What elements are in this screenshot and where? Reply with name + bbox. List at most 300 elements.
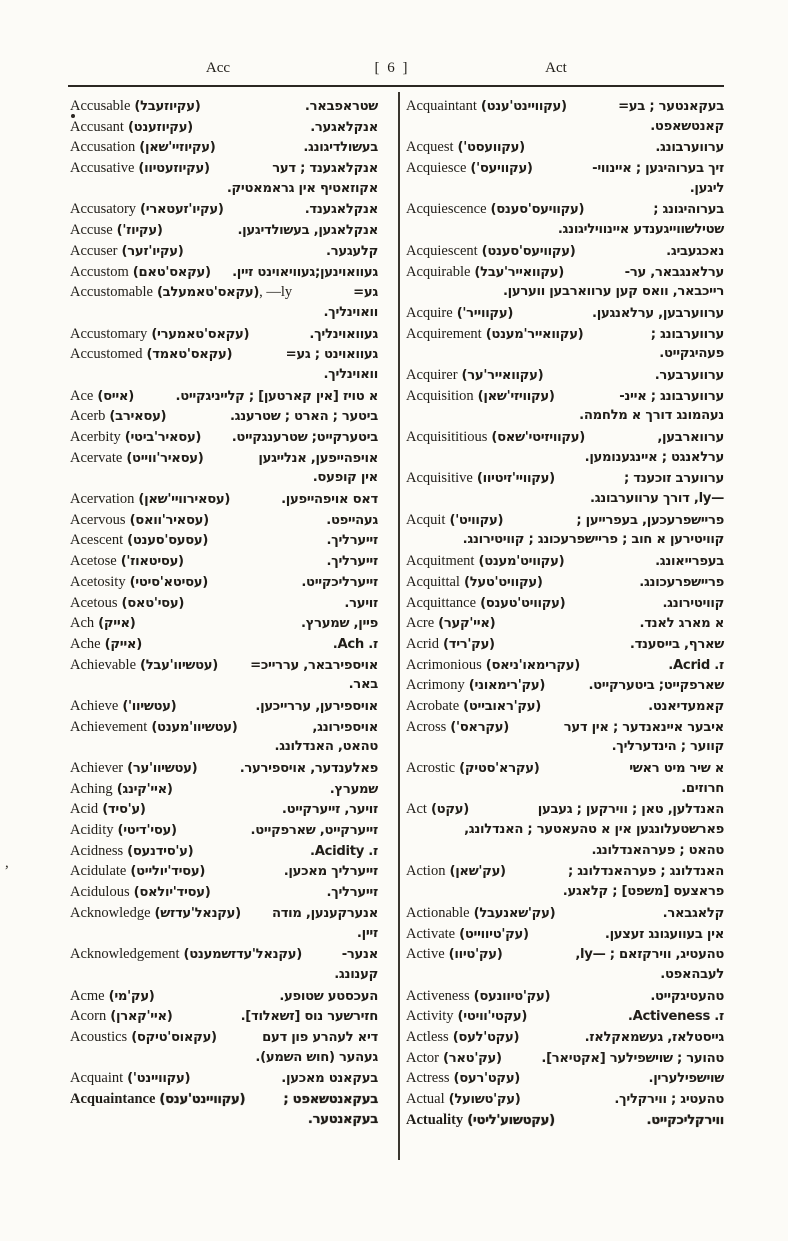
- pronunciation: (איי'קער): [438, 616, 496, 632]
- headword-english: Across: [406, 718, 447, 735]
- pronunciation: (עסי'דיטי): [117, 823, 177, 839]
- dictionary-entry: [406, 986, 724, 1007]
- headword-english: Acervation: [70, 491, 135, 508]
- headword-english: Acetosity: [70, 573, 126, 590]
- definition-yiddish: האנדלונג ; פערהאנדלונג ;: [567, 864, 724, 880]
- definition-yiddish: ז. Ach.: [332, 636, 378, 652]
- dictionary-entry: [70, 489, 378, 510]
- dictionary-entry: [406, 696, 724, 717]
- pronunciation: (עק'רימאוני): [468, 678, 546, 694]
- pronunciation: (עקוויינט'ענס): [159, 1092, 246, 1107]
- headword-english: Achievement: [70, 718, 148, 735]
- definition-continuation: קווער ; הינדערליך.: [611, 739, 724, 755]
- dictionary-entry: [406, 96, 724, 137]
- definition-continuation: בעקאנטער.: [307, 1111, 378, 1127]
- definition-yiddish: דאס אויפהייפען.: [281, 492, 378, 508]
- entry-first-line: [70, 96, 378, 117]
- headword-english: Action: [406, 863, 446, 880]
- headword-group: [70, 613, 136, 635]
- headword-english: Achieve: [70, 697, 119, 714]
- pronunciation: (עסיד'יולייט): [130, 864, 206, 880]
- dictionary-entry: [406, 510, 724, 551]
- definition-yiddish: זיך בערוהיגען ; איינווי-: [592, 161, 724, 177]
- headword-group: [406, 634, 495, 656]
- dictionary-entry: [406, 944, 724, 985]
- definition-yiddish: בעקאנט מאכען.: [281, 1071, 378, 1087]
- pronunciation: (עקיוז'): [116, 223, 163, 239]
- dictionary-entry: [406, 1089, 724, 1110]
- headword-group: [406, 861, 506, 883]
- definition-continuation: קאנטשאפט.: [650, 118, 724, 134]
- pronunciation: (עקט'לעס): [452, 1029, 520, 1045]
- headword-english: Acid: [70, 801, 99, 818]
- headword-english: Acquittal: [406, 573, 460, 590]
- headword-group: [70, 117, 193, 139]
- pronunciation: (עקט'רעס): [453, 1071, 521, 1087]
- headword-group: [406, 758, 539, 780]
- pronunciation: (עקאס'טאם): [132, 264, 211, 280]
- pronunciation: (עסיטא'סיטי): [129, 574, 208, 590]
- definition-yiddish: אנער-: [341, 947, 378, 963]
- headword-group: [70, 1006, 173, 1028]
- definition-yiddish: פריישפרעכונג.: [639, 574, 724, 590]
- definition-yiddish: נאכגעביג.: [666, 243, 724, 259]
- definition-yiddish: ז. Acrid.: [668, 657, 724, 673]
- headword-english: Ach: [70, 615, 95, 632]
- dictionary-entry: [406, 1068, 724, 1089]
- definition-continuation: פראצעס [משפט] ; קלאגע.: [562, 884, 724, 900]
- definition-yiddish: ערווערב זוכענד ;: [624, 471, 724, 487]
- headword-english: Accustomable: [70, 284, 153, 301]
- headword-group: [406, 1048, 502, 1070]
- entry-first-line: [70, 262, 378, 283]
- entry-first-line: [406, 1068, 724, 1089]
- headword-english: Acervate: [70, 449, 123, 466]
- pronunciation: (עק'ריד): [443, 636, 495, 652]
- headword-english: Accuse: [70, 222, 113, 239]
- pronunciation: (עסעס'סענט): [127, 533, 209, 549]
- pronunciation: (עקוויט'מענט): [478, 554, 565, 570]
- headword-group: [406, 96, 567, 118]
- headword-group: [70, 717, 237, 739]
- pronunciation: (עק'טיוונעס): [473, 988, 551, 1004]
- definition-continuation: וואוינליך.: [323, 366, 378, 382]
- entry-first-line: [70, 655, 378, 676]
- headword-group: [70, 530, 208, 552]
- headword-english: Accusable: [70, 98, 131, 114]
- entry-first-line: [406, 1089, 724, 1110]
- headword-english: Acidulous: [70, 884, 130, 901]
- definition-yiddish: דיא לעהרע פון דעם: [262, 1029, 378, 1045]
- entry-first-line: [70, 841, 378, 862]
- headword-group: [406, 696, 541, 718]
- definition-yiddish: אין בעוועגונג זעצען.: [604, 926, 724, 942]
- headword-english: Acquaintant: [406, 98, 477, 114]
- definition-yiddish: ז. Activeness.: [627, 1009, 724, 1025]
- headword-group: [70, 427, 201, 449]
- definition-yiddish: שטראפבאר.: [304, 99, 378, 114]
- entry-first-line: [70, 448, 378, 469]
- dictionary-entry: [70, 427, 378, 448]
- headword-english: Ache: [70, 635, 101, 652]
- entry-first-line: [406, 1027, 724, 1048]
- headword-english: Aching: [70, 780, 113, 797]
- definition-yiddish: קאמעדיאנט.: [648, 698, 724, 714]
- definition-yiddish: ערווערבונג ;: [650, 326, 724, 342]
- definition-yiddish: אנקלאגען, בעשולדיגען.: [237, 223, 378, 239]
- entry-first-line: [70, 613, 378, 634]
- headword-group: [406, 717, 509, 739]
- pronunciation: (עק'מי): [108, 988, 155, 1004]
- entry-first-line: [406, 572, 724, 593]
- headword-english: Acescent: [70, 532, 124, 549]
- pronunciation: (עק'ראובייט): [463, 698, 541, 714]
- grammar-suffix: , —ly: [259, 284, 293, 301]
- headword-english: Acquisition: [406, 387, 474, 404]
- entry-first-line: [406, 324, 724, 345]
- headword-group: [406, 799, 469, 821]
- headword-group: [406, 572, 543, 594]
- headword-english: Acquaint: [70, 1070, 124, 1087]
- pronunciation: (עסאירב): [109, 409, 167, 425]
- definition-yiddish: שארפקייט; ביטערקייט.: [588, 678, 724, 694]
- headword-group: [70, 551, 184, 573]
- headword-group: [70, 572, 208, 594]
- dictionary-entry: [70, 799, 378, 820]
- definition-continuation: נעהמונג דורך א מלחמה.: [579, 408, 724, 424]
- headword-group: [70, 1027, 217, 1049]
- definition-continuation: לעבהאפט.: [660, 966, 724, 982]
- definition-yiddish: חזירשער נוס [זשאלוד].: [240, 1009, 378, 1025]
- dictionary-entry: [70, 717, 378, 758]
- pronunciation: (עטשיוו'עבל): [140, 657, 219, 673]
- definition-yiddish: האנדלען, טאן ; ווירקען ; געבען: [537, 802, 724, 818]
- definition-yiddish: שמערץ.: [329, 781, 378, 797]
- definition-yiddish: אנערקענען, מודה: [271, 905, 378, 921]
- headword-group: [70, 634, 142, 656]
- dictionary-entry: [70, 903, 378, 944]
- pronunciation: (איי'קינג): [116, 781, 173, 797]
- headword-english: Acidness: [70, 842, 124, 859]
- headword-group: [70, 758, 197, 780]
- pronunciation: (עקנאל'עדזשמענט): [183, 947, 302, 963]
- headword-group: [406, 551, 564, 573]
- headword-group: [406, 1027, 519, 1049]
- dictionary-entry: [70, 820, 378, 841]
- definition-continuation: —ly, דורך ערווערבונג.: [590, 491, 724, 507]
- headword-group: [70, 406, 166, 428]
- definition-yiddish: ערווערבען, ערלאנגען.: [592, 305, 724, 321]
- headword-group: [406, 593, 565, 615]
- headword-english: Activity: [406, 1008, 454, 1025]
- entry-first-line: [70, 386, 378, 407]
- headword-english: Act: [406, 801, 427, 818]
- pronunciation: (עק'שאן): [449, 864, 506, 880]
- entry-first-line: [70, 158, 378, 179]
- definition-continuation: אקוזאטיף אין גראמאטיק.: [226, 180, 378, 196]
- headword-group: [70, 510, 209, 532]
- entry-first-line: [70, 137, 378, 158]
- headword-group: [70, 799, 146, 821]
- entry-first-line: [406, 262, 724, 283]
- headword-english: Actual: [406, 1091, 445, 1107]
- definition-yiddish: זייערליך מאכען.: [283, 864, 378, 880]
- dictionary-entry: [70, 841, 378, 862]
- dictionary-entry: [406, 137, 724, 158]
- entry-first-line: [70, 634, 378, 655]
- definition-yiddish: גע=: [353, 285, 378, 301]
- definition-continuation: רייכבאר, וואס קען ערווארבען ווערען.: [502, 284, 724, 300]
- definition-yiddish: פאלענדער, אויספירער.: [239, 761, 378, 776]
- definition-yiddish: קלעגער.: [326, 243, 378, 259]
- headword-english: Acrobate: [406, 697, 460, 714]
- left-column: [70, 96, 378, 1130]
- headword-group: [406, 1068, 520, 1090]
- print-artifact-margin-mark: ,: [5, 855, 9, 871]
- headword-english: Acquaintance: [70, 1091, 156, 1107]
- headword-english: Accustom: [70, 263, 129, 280]
- headword-group: [406, 924, 529, 946]
- pronunciation: (עקיוזענט): [127, 119, 193, 135]
- dictionary-entry: [70, 324, 378, 345]
- headword-english: Acknowledge: [70, 904, 151, 921]
- headword-english: Actionable: [406, 904, 470, 921]
- dictionary-entry: [406, 262, 724, 303]
- pronunciation: (ע'סידנעס): [127, 843, 194, 859]
- entry-first-line: [70, 1027, 378, 1048]
- definition-yiddish: ערלאנגבאר, ער-: [624, 264, 724, 280]
- dictionary-entry: [406, 1006, 724, 1027]
- headword-english: Acme: [70, 987, 105, 1004]
- entry-first-line: [406, 903, 724, 924]
- pronunciation: (עקוועסט'): [457, 140, 525, 156]
- dictionary-entry: [70, 448, 378, 489]
- entry-first-line: [70, 282, 378, 303]
- entry-first-line: [406, 510, 724, 531]
- pronunciation: (עקוואייר'עבל): [474, 264, 564, 280]
- entry-first-line: [70, 199, 378, 220]
- headword-group: [70, 96, 200, 118]
- dictionary-entry: [406, 799, 724, 861]
- entry-first-line: [70, 510, 378, 531]
- definition-yiddish: זויער.: [344, 595, 378, 611]
- dictionary-entry: [406, 613, 724, 634]
- pronunciation: (עסי'טאס): [121, 595, 185, 611]
- pronunciation: (עקאס'טאמעלב): [156, 285, 260, 301]
- headword-english: Acoustics: [70, 1028, 128, 1045]
- definition-yiddish: טהעטיג, ווירקזאם ; —ly,: [575, 947, 724, 963]
- entry-first-line: [406, 717, 724, 738]
- entry-first-line: [70, 903, 378, 924]
- headword-group: [406, 199, 584, 221]
- definition-continuation: וואוינליך.: [323, 304, 378, 320]
- definition-yiddish: ערווערבונג.: [655, 140, 724, 156]
- entry-first-line: [406, 96, 724, 117]
- definition-yiddish: העכסטע שטופע.: [279, 988, 378, 1004]
- headword-group: [406, 158, 533, 180]
- definition-yiddish: בעקאנטשאפט ;: [283, 1092, 378, 1107]
- entry-first-line: [406, 758, 724, 779]
- entry-first-line: [70, 779, 378, 800]
- dictionary-entry: [70, 262, 378, 283]
- headword-group: [70, 986, 155, 1008]
- pronunciation: (עקיוזעטיוו): [138, 161, 210, 177]
- headword-english: Acervous: [70, 511, 126, 528]
- dictionary-entry: [70, 406, 378, 427]
- page-number: [ 6 ]: [374, 60, 410, 76]
- entry-first-line: [406, 799, 724, 820]
- entry-first-line: [406, 1110, 724, 1131]
- definition-yiddish: זויער, זייערקייט.: [281, 802, 378, 818]
- definition-yiddish: זייערליך.: [326, 885, 378, 901]
- dictionary-entry: [70, 241, 378, 262]
- entry-first-line: [70, 572, 378, 593]
- dictionary-entry: [70, 1068, 378, 1089]
- dictionary-entry: [406, 675, 724, 696]
- definition-continuation: ערלאנגט ; איינגענומען.: [584, 449, 724, 465]
- headword-english: Acidity: [70, 822, 114, 839]
- definition-continuation: שטילשווייגענדע איינוויליגונג.: [557, 222, 724, 238]
- headword-group: [70, 820, 177, 842]
- dictionary-entry: [70, 199, 378, 220]
- entry-first-line: [70, 530, 378, 551]
- definition-yiddish: אנקלאגער.: [310, 119, 378, 135]
- dictionary-entry: [406, 199, 724, 240]
- pronunciation: (אייס): [97, 388, 134, 404]
- pronunciation: (עקוואייר'מענט): [485, 326, 584, 342]
- dictionary-entry: [70, 158, 378, 199]
- entry-first-line: [70, 717, 378, 738]
- entry-first-line: [406, 365, 724, 386]
- definition-yiddish: ערווערבונג ; איינ-: [619, 388, 724, 404]
- definition-continuation: אין קופעס.: [312, 470, 378, 486]
- pronunciation: (עסאירוויי'שאן): [138, 492, 231, 508]
- headword-group: [406, 365, 543, 387]
- entry-first-line: [406, 655, 724, 676]
- definition-yiddish: בעשולדיגונג.: [303, 140, 378, 156]
- headword-group: [70, 489, 230, 511]
- headword-group: [406, 655, 580, 677]
- running-head-right: Act: [545, 60, 567, 76]
- entry-first-line: [406, 696, 724, 717]
- entry-first-line: [406, 427, 724, 448]
- entry-first-line: [406, 634, 724, 655]
- dictionary-entry: [406, 717, 724, 758]
- running-head-left: Acc: [205, 60, 231, 76]
- headword-group: [406, 613, 495, 635]
- dictionary-entry: [406, 634, 724, 655]
- pronunciation: (אייק): [104, 636, 142, 652]
- dictionary-entry: [70, 386, 378, 407]
- entry-first-line: [70, 1068, 378, 1089]
- entry-first-line: [70, 489, 378, 510]
- dictionary-entry: [406, 861, 724, 902]
- pronunciation: (אייק): [98, 616, 136, 632]
- headword-group: [406, 241, 575, 263]
- pronunciation: (עקיו'זער): [121, 243, 184, 259]
- pronunciation: (עקווייר'): [456, 305, 514, 321]
- headword-english: Accusatory: [70, 201, 137, 218]
- headword-english: Acerbity: [70, 429, 121, 445]
- pronunciation: (עק'טיוו): [448, 947, 503, 963]
- pronunciation: (עסיטאוז'): [120, 554, 184, 570]
- headword-english: Ace: [70, 387, 94, 404]
- dictionary-entry: [70, 1089, 378, 1130]
- definition-yiddish: גייסטלאז, געשמאקלאז.: [584, 1029, 724, 1045]
- dictionary-entry: [406, 758, 724, 799]
- dictionary-entry: [70, 572, 378, 593]
- headword-group: [70, 137, 216, 159]
- definition-yiddish: קלאגבאר.: [662, 905, 724, 921]
- entry-first-line: [406, 986, 724, 1007]
- dictionary-entry: [406, 241, 724, 262]
- entry-first-line: [406, 158, 724, 179]
- headword-group: [70, 448, 203, 470]
- headword-english: Acorn: [70, 1008, 107, 1025]
- headword-english: Achiever: [70, 760, 124, 776]
- definition-continuation: פארשטעלונגען אין א טהעאטער ; האנדלונג,: [464, 822, 724, 838]
- headword-group: [70, 241, 184, 263]
- pronunciation: (עק'טיווייט): [459, 926, 529, 942]
- headword-group: [406, 675, 545, 697]
- column-divider: [398, 92, 400, 1160]
- entry-first-line: [70, 593, 378, 614]
- pronunciation: (עקאוס'טיקס): [131, 1029, 217, 1045]
- dictionary-entry: [70, 96, 378, 117]
- headword-group: [406, 262, 564, 284]
- entry-first-line: [70, 861, 378, 882]
- headword-english: Activate: [406, 925, 456, 942]
- definition-yiddish: בעקאנטער ; בע=: [618, 99, 724, 114]
- dictionary-entry: [70, 655, 378, 696]
- entry-first-line: [70, 944, 378, 965]
- headword-english: Actuality: [406, 1111, 464, 1128]
- pronunciation: (עקיו'זעטארי): [140, 202, 224, 218]
- pronunciation: (עקוויינט'ענט): [480, 99, 567, 114]
- headword-english: Acquiesce: [406, 160, 467, 177]
- headword-english: Acrimony: [406, 677, 465, 694]
- definition-yiddish: א טויז [אין קארטען] ; קלייניגקייט.: [175, 388, 378, 404]
- headword-group: [70, 158, 210, 180]
- pronunciation: (איי'קארן): [110, 1009, 173, 1025]
- headword-english: Active: [406, 946, 445, 963]
- pronunciation: (עקאס'טאמערי): [151, 326, 250, 342]
- pronunciation: (עקוויט'טענס): [480, 595, 566, 611]
- dictionary-entry: [406, 593, 724, 614]
- headword-english: Acetous: [70, 594, 118, 611]
- headword-group: [406, 427, 585, 449]
- headword-group: [70, 903, 241, 925]
- pronunciation: (עטשיוו'ער): [127, 761, 198, 776]
- header-rule: [68, 85, 724, 87]
- pronunciation: (עקטשוע'ליטי): [467, 1112, 555, 1128]
- entry-first-line: [70, 696, 378, 717]
- headword-english: Acidulate: [70, 863, 127, 880]
- entry-first-line: [406, 303, 724, 324]
- definition-yiddish: ז. Acidity.: [309, 843, 378, 859]
- definition-yiddish: געוואוינען;געוויאוינט זיין.: [232, 264, 378, 280]
- pronunciation: (עקוויט'טעל): [463, 574, 543, 590]
- dictionary-entry: [406, 924, 724, 945]
- definition-yiddish: געוואוינט ; גע=: [285, 347, 378, 363]
- entry-first-line: [70, 820, 378, 841]
- headword-english: Acquiescent: [406, 242, 478, 259]
- definition-continuation: באר.: [348, 677, 378, 693]
- pronunciation: (עקיוזיי'שאן): [139, 140, 216, 156]
- headword-english: Accustomary: [70, 325, 148, 342]
- entry-first-line: [70, 799, 378, 820]
- headword-group: [70, 861, 205, 883]
